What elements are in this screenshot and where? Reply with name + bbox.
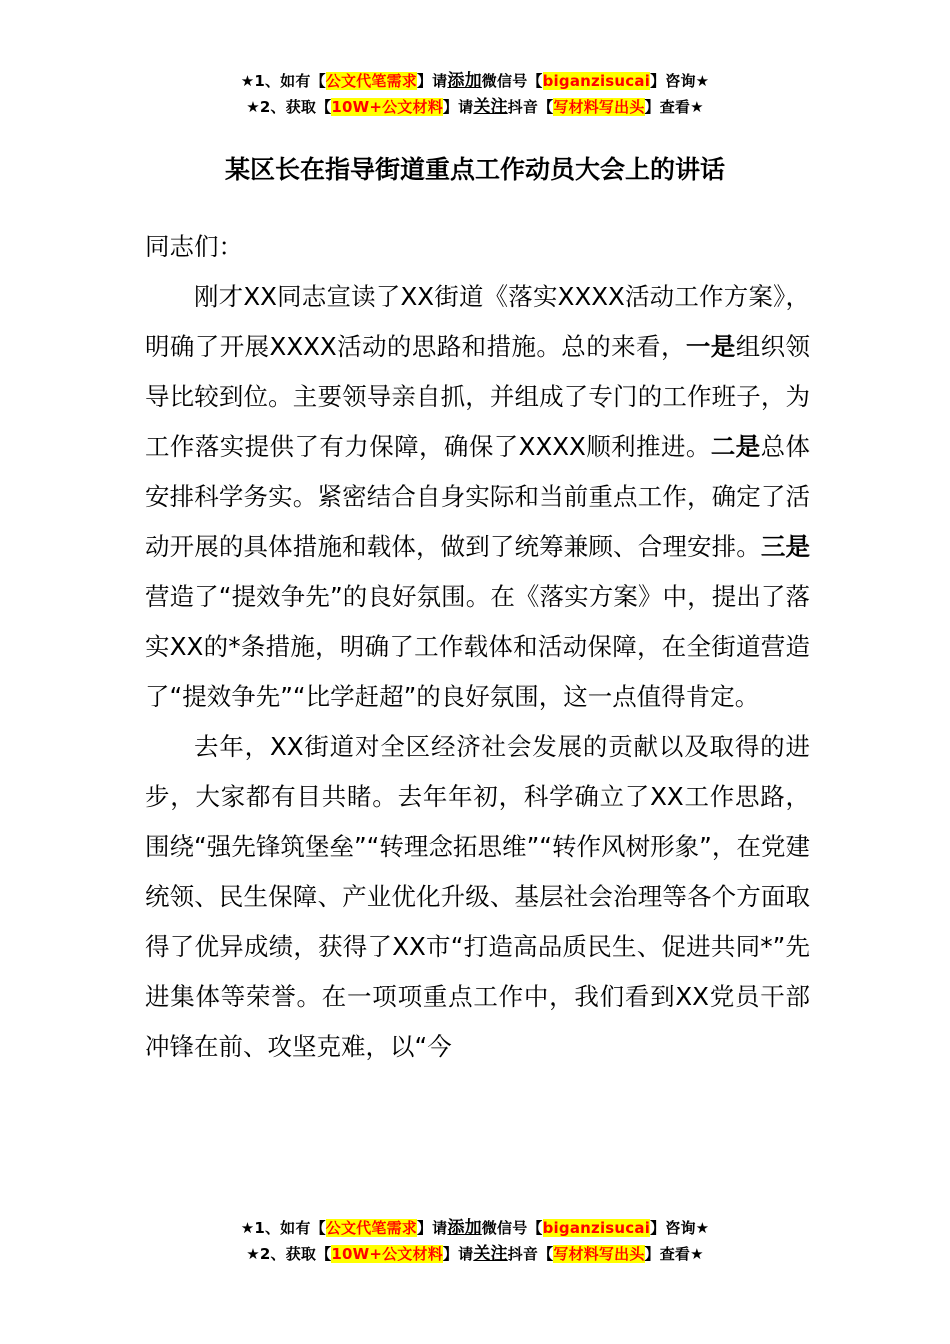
footer-banner [0, 1215, 950, 1267]
point-one-label: 一是 [685, 332, 736, 361]
highlight-wechat-id: biganzisucai [542, 72, 651, 90]
paragraph-1: 刚才XX同志宣读了XX街道《落实XXXX活动工作方案》，明确了开展XXXX活动的思路和措施。总的来看，一是组织领导比较到位。主要领导亲自抓，并组成了专门的工作班子，为工作落实提供了有力保障，确保了XXXX顺利推进。二是总体安排科学务实。紧密结合自身实际和当前重点工作，确定了活动开展的具体措施和载体，做到了统筹兼顾、合理安排。三是营造了“提效争先”的良好氛围。在《落实方案》中，提出了落实XX的*条措施，明确了工作载体和活动保障，在全街道营造了“提效争先”“比学赶超”的良好氛围，这一点值得肯定。 [145, 282, 811, 711]
paragraph-2: 去年，XX街道对全区经济社会发展的贡献以及取得的进步，大家都有目共睹。去年年初，科学确立了XX工作思路，围绕“强先锋筑堡垒”“转理念拓思维”“转作风树形象”，在党建统领、民生保障、产业优化升级、基层社会治理等各个方面取得了优异成绩，获得了XX市“打造高品质民生、促进共同*”先进集体等荣誉。在一项项重点工作中，我们看到XX党员干部冲锋在前、攻坚克难，以“今 [145, 732, 810, 1061]
document-title: 某区长在指导街道重点工作动员大会上的讲话 [224, 155, 725, 184]
highlight-douyin-account: 写材料写出头 [553, 1245, 645, 1263]
point-three-label: 三是 [760, 532, 811, 561]
point-two-label: 二是 [710, 432, 761, 461]
banner-line-2: ★2、获取【10W+公文材料】请关注抖音【写材料写出头】查看★ [246, 97, 704, 117]
footer-line-2: ★2、获取【10W+公文材料】请关注抖音【写材料写出头】查看★ [246, 1244, 704, 1264]
salutation: 同志们： [145, 232, 243, 261]
highlight-douyin-account: 写材料写出头 [553, 98, 645, 116]
highlight-wechat-id: biganzisucai [542, 1219, 651, 1237]
highlight-service: 公文代笔需求 [325, 72, 417, 90]
footer-line-1: ★1、如有【公文代笔需求】请添加微信号【biganzisucai】咨询★ [240, 1218, 710, 1238]
header-banner [0, 68, 950, 120]
banner-line-1: ★1、如有【公文代笔需求】请添加微信号【biganzisucai】咨询★ [240, 71, 710, 91]
highlight-materials: 10W+公文材料 [331, 98, 443, 116]
highlight-materials: 10W+公文材料 [331, 1245, 443, 1263]
highlight-service: 公文代笔需求 [325, 1219, 417, 1237]
document-body [145, 222, 810, 1072]
